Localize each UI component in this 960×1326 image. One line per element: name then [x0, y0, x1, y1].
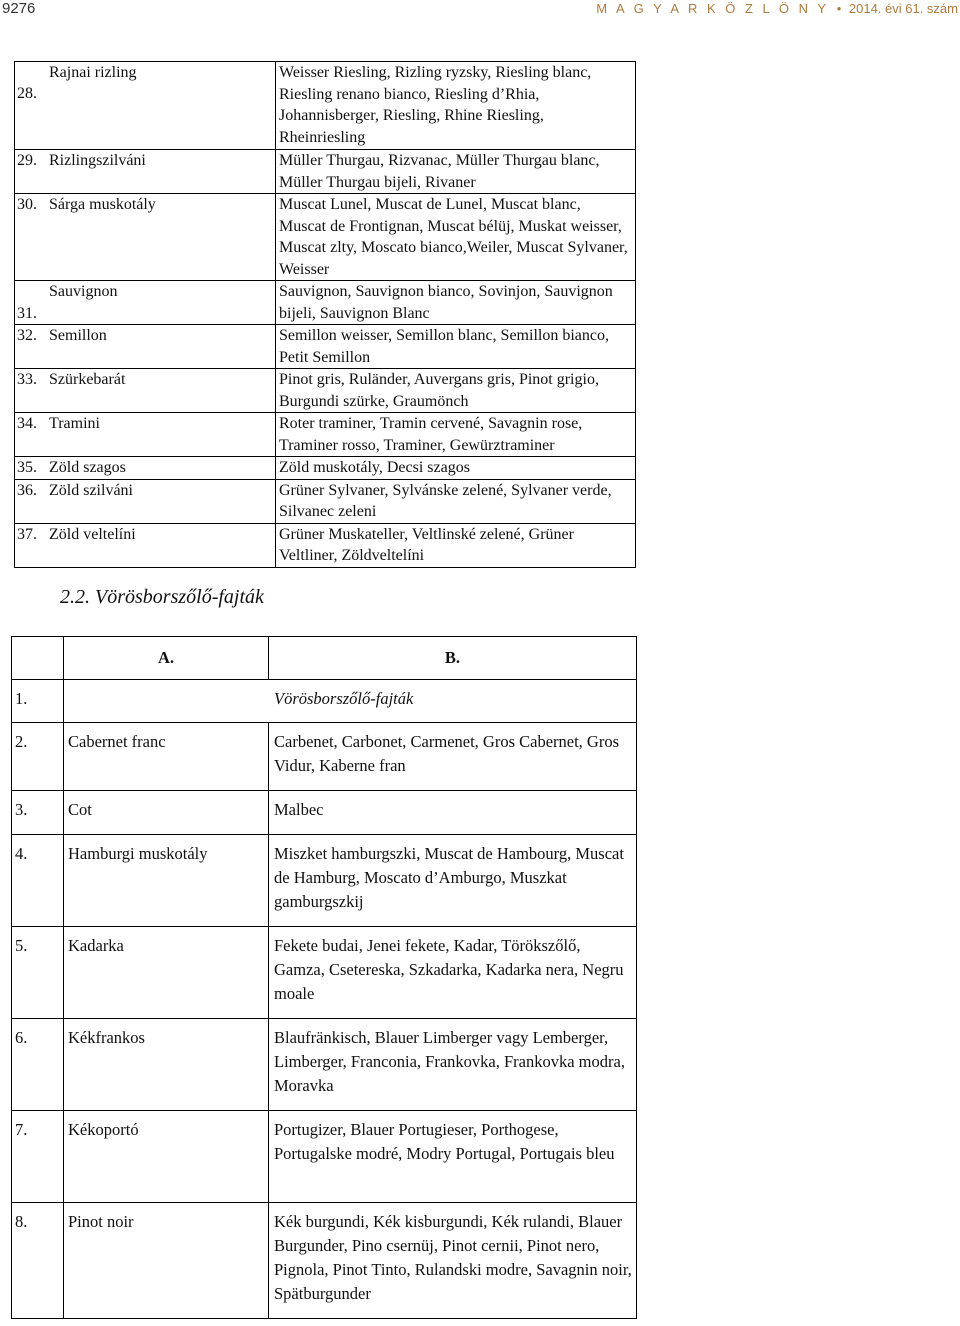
variety-cell	[15, 281, 276, 325]
table-row	[15, 281, 636, 325]
variety-name: Zöld veltelíni	[49, 525, 136, 543]
synonyms-cell: Roter traminer, Tramin cervené, Savagnin rose, Traminer rosso, Traminer, Gewürztraminer	[276, 413, 636, 457]
synonyms-cell: Carbenet, Carbonet, Carmenet, Gros Cabernet, Gros Vidur, Kaberne fran	[269, 723, 637, 791]
variety-name: Semillon	[49, 327, 107, 344]
synonyms-cell: Weisser Riesling, Rizling ryzsky, Riesling blanc, Riesling renano bianco, Riesling d’Rhia, Johannisberger, Riesling, Rhine Riesling, Rheinriesling	[276, 62, 636, 150]
row-number: 35.	[17, 459, 37, 476]
table-row	[15, 523, 636, 567]
running-head	[596, 1, 958, 16]
row-number: 34.	[17, 415, 37, 432]
row-number: 28.	[17, 85, 37, 102]
table-row	[12, 927, 637, 1019]
page-number: 9276	[2, 0, 36, 17]
page-header	[0, 0, 960, 24]
subheading-cell: Vörösborszőlő-fajták	[64, 680, 637, 723]
table-row	[12, 1111, 637, 1203]
row-number: 37.	[17, 525, 37, 543]
row-number: 32.	[17, 327, 37, 344]
row-number: 31.	[17, 304, 37, 322]
variety-name: Szürkebarát	[49, 371, 126, 388]
table-row	[15, 194, 636, 281]
synonyms-cell: Semillon weisser, Semillon blanc, Semillon bianco, Petit Semillon	[276, 325, 636, 369]
row-number: 7.	[12, 1111, 64, 1203]
variety-name: Tramini	[49, 415, 100, 432]
white-grape-table	[14, 61, 636, 568]
column-b-header: B.	[269, 637, 637, 680]
table-row	[15, 62, 636, 150]
synonyms-cell: Müller Thurgau, Rizvanac, Müller Thurgau blanc, Müller Thurgau bijeli, Rivaner	[276, 150, 636, 194]
table-row	[12, 1203, 637, 1319]
row-number: 36.	[17, 481, 37, 499]
synonyms-cell: Fekete budai, Jenei fekete, Kadar, Törökszőlő, Gamza, Csetereska, Szkadarka, Kadarka nera, Negru moale	[269, 927, 637, 1019]
variety-name: Pinot noir	[64, 1203, 269, 1319]
table-row	[12, 835, 637, 927]
table-row	[15, 457, 636, 480]
table-row	[12, 723, 637, 791]
synonyms-cell: Sauvignon, Sauvignon bianco, Sovinjon, Sauvignon bijeli, Sauvignon Blanc	[276, 281, 636, 325]
section-title: 2.2. Vörösborszőlő-fajták	[60, 586, 264, 608]
synonyms-cell: Miszket hamburgszki, Muscat de Hambourg, Muscat de Hamburg, Moscato d’Amburgo, Muszkat gamburgszkij	[269, 835, 637, 927]
variety-cell	[15, 457, 276, 480]
row-number: 6.	[12, 1019, 64, 1111]
variety-cell	[15, 479, 276, 523]
variety-name: Cot	[64, 791, 269, 835]
table-row	[15, 479, 636, 523]
variety-cell	[15, 325, 276, 369]
table-row	[15, 325, 636, 369]
table-row	[12, 791, 637, 835]
row-number: 1.	[12, 680, 64, 723]
separator-bullet: •	[836, 1, 842, 16]
row-number: 8.	[12, 1203, 64, 1319]
synonyms-cell: Malbec	[269, 791, 637, 835]
variety-name: Zöld szagos	[49, 459, 126, 476]
table-row	[15, 369, 636, 413]
row-number: 5.	[12, 927, 64, 1019]
synonyms-cell: Kék burgundi, Kék kisburgundi, Kék rulandi, Blauer Burgunder, Pino csernüj, Pinot cernii, Pinot nero, Pignola, Pinot Tinto, Rulandski modre, Savagnin noir, Spätburgunder	[269, 1203, 637, 1319]
synonyms-cell: Grüner Muskateller, Veltlinské zelené, Grüner Veltliner, Zöldveltelíni	[276, 523, 636, 567]
variety-name: Zöld szilváni	[49, 481, 133, 499]
index-header-cell	[12, 637, 64, 680]
table-row	[12, 1019, 637, 1111]
synonyms-cell: Blaufränkisch, Blauer Limberger vagy Lemberger, Limberger, Franconia, Frankovka, Frankovka modra, Moravka	[269, 1019, 637, 1111]
journal-title: M A G Y A R K Ö Z L Ö N Y	[596, 1, 830, 16]
variety-name: Kadarka	[64, 927, 269, 1019]
synonyms-cell: Grüner Sylvaner, Sylvánske zelené, Sylvaner verde, Silvanec zeleni	[276, 479, 636, 523]
synonyms-cell: Pinot gris, Ruländer, Auvergans gris, Pinot grigio, Burgundi szürke, Graumönch	[276, 369, 636, 413]
variety-name: Cabernet franc	[64, 723, 269, 791]
column-a-header: A.	[64, 637, 269, 680]
red-grape-table	[11, 636, 637, 1319]
row-number: 33.	[17, 371, 37, 388]
row-number: 30.	[17, 196, 37, 213]
variety-name: Sauvignon	[49, 283, 118, 300]
issue-label: 2014. évi 61. szám	[848, 1, 958, 16]
variety-cell	[15, 150, 276, 194]
variety-name: Rizlingszilváni	[49, 152, 146, 169]
synonyms-cell: Portugizer, Blauer Portugieser, Porthogese, Portugalske modré, Modry Portugal, Portugais bleu	[269, 1111, 637, 1203]
variety-name: Rajnai rizling	[49, 64, 137, 81]
row-number: 2.	[12, 723, 64, 791]
variety-name: Sárga muskotály	[49, 196, 156, 213]
variety-cell	[15, 413, 276, 457]
row-number: 4.	[12, 835, 64, 927]
row-number: 3.	[12, 791, 64, 835]
row-number: 29.	[17, 152, 37, 169]
variety-cell	[15, 523, 276, 567]
variety-name: Hamburgi muskotály	[64, 835, 269, 927]
table-row	[12, 680, 637, 723]
variety-cell	[15, 194, 276, 281]
table-row	[15, 413, 636, 457]
synonyms-cell: Muscat Lunel, Muscat de Lunel, Muscat blanc, Muscat de Frontignan, Muscat bélüj, Muskat weisser, Muscat zlty, Moscato bianco,Weiler, Muscat Sylvaner, Weisser	[276, 194, 636, 281]
synonyms-cell: Zöld muskotály, Decsi szagos	[276, 457, 636, 480]
variety-cell	[15, 62, 276, 150]
table-row	[15, 150, 636, 194]
variety-name: Kékoportó	[64, 1111, 269, 1203]
table-header-row	[12, 637, 637, 680]
variety-name: Kékfrankos	[64, 1019, 269, 1111]
variety-cell	[15, 369, 276, 413]
